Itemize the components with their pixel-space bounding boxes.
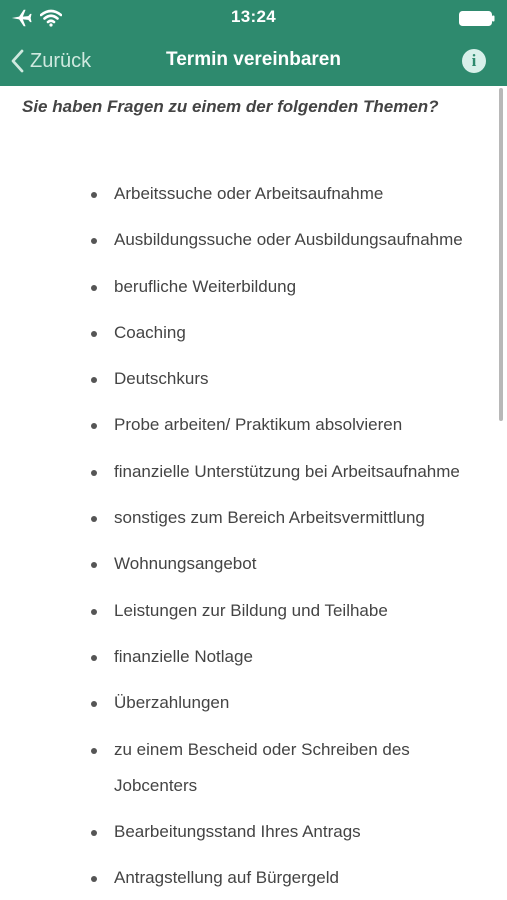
topic-list-item (0, 685, 507, 721)
topic-label: Antragstellung auf Bürgergeld (114, 868, 339, 888)
bullet-icon (91, 609, 97, 615)
topic-label: Wohnungsangebot (114, 554, 257, 574)
topic-label: Arbeitssuche oder Arbeitsaufnahme (114, 184, 384, 203)
topic-list-item (0, 860, 507, 896)
topic-label: Deutschkurs (114, 369, 209, 389)
topic-label: finanzielle Notlage (114, 646, 253, 666)
topics-heading: Sie haben Fragen zu einem der folgenden Themen? (22, 97, 439, 116)
topic-list-item (0, 732, 507, 804)
bullet-icon (91, 516, 97, 522)
page-title: Termin vereinbaren (166, 49, 341, 70)
topic-list-item (0, 639, 507, 675)
bullet-icon (91, 655, 97, 661)
topic-list-item (0, 176, 507, 212)
bullet-icon (91, 701, 97, 707)
topic-list-item (0, 361, 507, 397)
topic-label: zu einem Bescheid oder Schreiben des Jobcenters (114, 739, 410, 795)
bullet-icon (91, 748, 97, 754)
bullet-icon (91, 285, 97, 291)
topic-list (0, 176, 507, 900)
bullet-icon (91, 238, 97, 244)
topic-label: Leistungen zur Bildung und Teilhabe (114, 600, 388, 620)
topic-label: Bearbeitungsstand Ihres Antrags (114, 821, 361, 841)
status-bar (0, 0, 507, 36)
topic-label: Probe arbeiten/ Praktikum absolvieren (114, 415, 403, 435)
bullet-icon (91, 562, 97, 568)
bullet-icon (91, 192, 97, 198)
topic-list-item (0, 454, 507, 490)
status-time: 13:24 (231, 7, 276, 26)
bullet-icon (91, 830, 97, 836)
topic-label: Coaching (114, 322, 186, 342)
bullet-icon (91, 876, 97, 882)
topic-label: berufliche Weiterbildung (114, 276, 297, 296)
content-scroll-area[interactable] (0, 86, 507, 900)
topic-list-item (0, 222, 507, 258)
topic-label: Ausbildungssuche oder Ausbildungsaufnahme (114, 230, 463, 250)
topic-list-item (0, 814, 507, 850)
battery-icon (459, 11, 495, 26)
topic-list-item (0, 593, 507, 629)
topic-list-item (0, 500, 507, 536)
bullet-icon (91, 470, 97, 476)
topic-label: sonstiges zum Bereich Arbeitsvermittlung (114, 508, 425, 528)
navigation-bar (0, 36, 507, 86)
info-icon[interactable]: i (462, 49, 486, 73)
topic-list-item (0, 315, 507, 351)
back-label: Zurück (30, 49, 92, 72)
topic-list-item (0, 407, 507, 443)
topic-label: finanzielle Unterstützung bei Arbeitsaufnahme (114, 461, 460, 481)
topic-list-item (0, 546, 507, 582)
topic-list-item (0, 269, 507, 305)
bullet-icon (91, 331, 97, 337)
bullet-icon (91, 377, 97, 383)
topic-label: Überzahlungen (114, 693, 230, 713)
bullet-icon (91, 423, 97, 429)
